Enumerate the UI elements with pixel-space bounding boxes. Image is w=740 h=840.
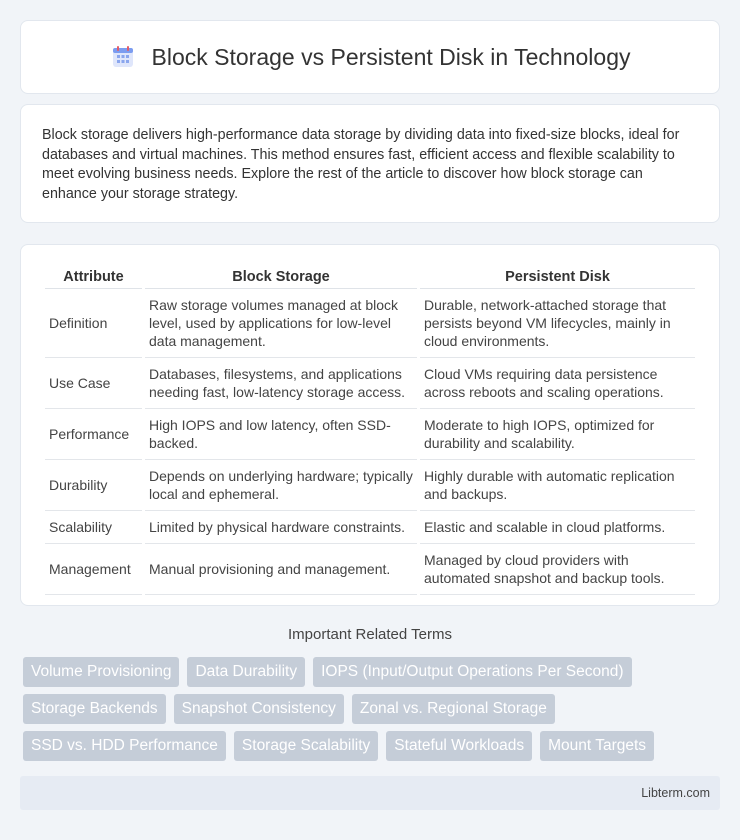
footer bbox=[20, 776, 720, 810]
related-term-tag[interactable]: Mount Targets bbox=[540, 731, 654, 761]
block-storage-cell: Databases, filesystems, and applications needing fast, low-latency storage access. bbox=[145, 358, 417, 409]
related-term-tag[interactable]: Volume Provisioning bbox=[23, 657, 179, 687]
calendar-grid-icon bbox=[110, 44, 136, 70]
related-terms-title: Important Related Terms bbox=[288, 626, 452, 643]
persistent-disk-cell: Elastic and scalable in cloud platforms. bbox=[420, 511, 695, 544]
related-term-tag[interactable]: Snapshot Consistency bbox=[174, 694, 344, 724]
block-storage-cell: Depends on underlying hardware; typically local and ephemeral. bbox=[145, 460, 417, 511]
persistent-disk-cell: Managed by cloud providers with automated snapshot and backup tools. bbox=[420, 544, 695, 595]
block-storage-cell: Raw storage volumes managed at block level, used by applications for low-level data management. bbox=[145, 289, 417, 358]
footer-site-link[interactable]: Libterm.com bbox=[641, 786, 710, 800]
table-row bbox=[45, 511, 695, 544]
block-storage-cell: High IOPS and low latency, often SSD-backed. bbox=[145, 409, 417, 460]
row-attribute: Management bbox=[45, 544, 142, 595]
comparison-card bbox=[20, 244, 720, 606]
persistent-disk-cell: Durable, network-attached storage that persists beyond VM lifecycles, mainly in cloud environments. bbox=[420, 289, 695, 358]
block-storage-cell: Limited by physical hardware constraints. bbox=[145, 511, 417, 544]
intro-card bbox=[20, 104, 720, 223]
table-row bbox=[45, 358, 695, 409]
column-header-persistent-disk: Persistent Disk bbox=[420, 265, 695, 289]
row-attribute: Performance bbox=[45, 409, 142, 460]
table-row bbox=[45, 460, 695, 511]
row-attribute: Use Case bbox=[45, 358, 142, 409]
persistent-disk-cell: Cloud VMs requiring data persistence across reboots and scaling operations. bbox=[420, 358, 695, 409]
related-term-tag[interactable]: Storage Backends bbox=[23, 694, 166, 724]
row-attribute: Durability bbox=[45, 460, 142, 511]
related-term-tag[interactable]: IOPS (Input/Output Operations Per Second) bbox=[313, 657, 631, 687]
related-terms-list bbox=[23, 657, 723, 761]
persistent-disk-cell: Highly durable with automatic replication and backups. bbox=[420, 460, 695, 511]
page-title: Block Storage vs Persistent Disk in Technology bbox=[151, 43, 631, 70]
table-header-row bbox=[45, 265, 695, 289]
persistent-disk-cell: Moderate to high IOPS, optimized for durability and scalability. bbox=[420, 409, 695, 460]
intro-text: Block storage delivers high-performance data storage by dividing data into fixed-size blocks, ideal for databases and virtual machines. This method ensures fast, efficient access and flexible scalability to meet evolving business needs. Explore the rest of the article to discover how block storage can enhance your storage strategy. bbox=[42, 127, 680, 202]
page-header bbox=[20, 20, 720, 94]
table-row bbox=[45, 409, 695, 460]
related-term-tag[interactable]: Storage Scalability bbox=[234, 731, 378, 761]
column-header-attribute: Attribute bbox=[45, 265, 142, 289]
table-row bbox=[45, 289, 695, 358]
row-attribute: Definition bbox=[45, 289, 142, 358]
row-attribute: Scalability bbox=[45, 511, 142, 544]
related-term-tag[interactable]: Zonal vs. Regional Storage bbox=[352, 694, 555, 724]
column-header-block-storage: Block Storage bbox=[145, 265, 417, 289]
related-term-tag[interactable]: Data Durability bbox=[187, 657, 305, 687]
comparison-table bbox=[42, 265, 698, 595]
related-term-tag[interactable]: SSD vs. HDD Performance bbox=[23, 731, 226, 761]
related-term-tag[interactable]: Stateful Workloads bbox=[386, 731, 532, 761]
table-row bbox=[45, 544, 695, 595]
block-storage-cell: Manual provisioning and management. bbox=[145, 544, 417, 595]
